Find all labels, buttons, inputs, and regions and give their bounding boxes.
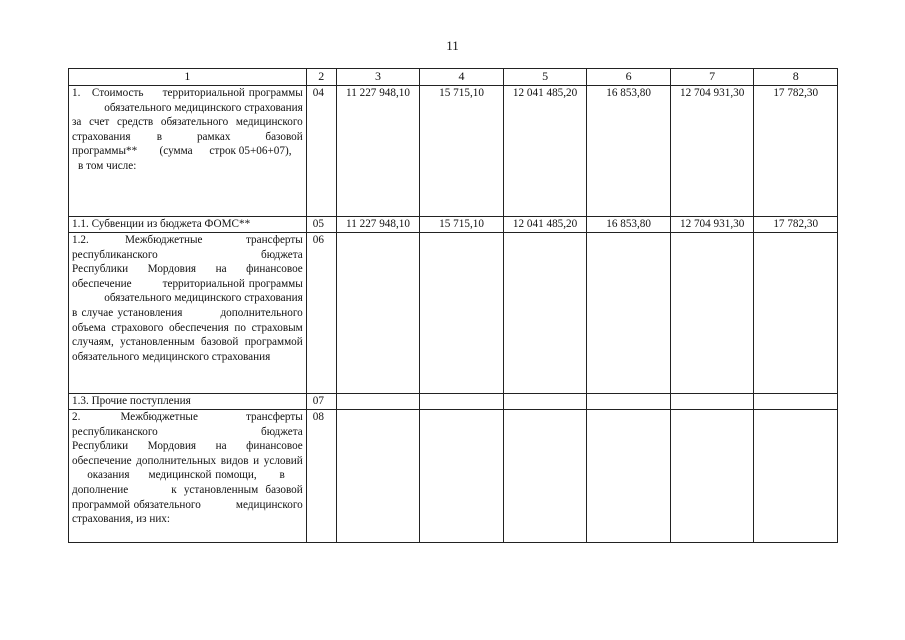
value-cell: [336, 233, 420, 394]
value-cell: 16 853,80: [587, 86, 671, 217]
value-cell: [670, 410, 754, 543]
value-cell: 12 041 485,20: [503, 217, 587, 233]
row-code: 06: [306, 233, 336, 394]
row-name: 1. Стоимость территориальной программы обязательного медицинского страхования за счет средств обязательного медицинского страхования в рамках базовой программы** (сумма строк 05+06+07),: [72, 87, 303, 158]
value-cell: [754, 394, 838, 410]
row-code: 05: [306, 217, 336, 233]
row-name: 2. Межбюджетные трансферты республиканского бюджета Республики Мордовия на финансовое обеспечение дополнительных видов и условий оказания медицинской помощи, в дополнение к установленным базовой программой обязательного медицинского страхования, из них:: [69, 410, 307, 543]
value-cell: 17 782,30: [754, 86, 838, 217]
value-cell: 11 227 948,10: [336, 86, 420, 217]
row-name-tail: в том числе:: [78, 159, 137, 172]
row-code: 04: [306, 86, 336, 217]
column-header: 5: [503, 69, 587, 86]
value-cell: 12 041 485,20: [503, 86, 587, 217]
value-cell: [336, 410, 420, 543]
value-cell: [754, 410, 838, 543]
column-header: 6: [587, 69, 671, 86]
table-row: [69, 86, 838, 217]
row-code: 08: [306, 410, 336, 543]
value-cell: [420, 410, 504, 543]
row-name-cell: [69, 86, 307, 217]
value-cell: [670, 394, 754, 410]
value-cell: [503, 394, 587, 410]
value-cell: [587, 410, 671, 543]
value-cell: [587, 394, 671, 410]
value-cell: 12 704 931,30: [670, 217, 754, 233]
value-cell: 12 704 931,30: [670, 86, 754, 217]
budget-table: [68, 68, 838, 543]
value-cell: 11 227 948,10: [336, 217, 420, 233]
value-cell: [670, 233, 754, 394]
column-header: 2: [306, 69, 336, 86]
value-cell: [420, 394, 504, 410]
table-header-row: [69, 69, 838, 86]
value-cell: [336, 394, 420, 410]
table-row: [69, 410, 838, 543]
value-cell: 15 715,10: [420, 217, 504, 233]
table-row: [69, 233, 838, 394]
value-cell: 15 715,10: [420, 86, 504, 217]
table-row: [69, 217, 838, 233]
row-code: 07: [306, 394, 336, 410]
table-row: [69, 394, 838, 410]
column-header: 8: [754, 69, 838, 86]
column-header: 3: [336, 69, 420, 86]
value-cell: [754, 233, 838, 394]
column-header: 7: [670, 69, 754, 86]
value-cell: [503, 410, 587, 543]
row-name: 1.3. Прочие поступления: [69, 394, 307, 410]
row-name: 1.2. Межбюджетные трансферты республиканского бюджета Республики Мордовия на финансовое обеспечение территориальной программы обязательного медицинского страхования в случае установления дополнительного объема страхового обеспечения по страховым случаям, установленным базовой программой обязательного медицинского страхования: [69, 233, 307, 394]
value-cell: 17 782,30: [754, 217, 838, 233]
column-header: 4: [420, 69, 504, 86]
value-cell: [503, 233, 587, 394]
row-name: 1.1. Субвенции из бюджета ФОМС**: [69, 217, 307, 233]
value-cell: [420, 233, 504, 394]
column-header: 1: [69, 69, 307, 86]
value-cell: [587, 233, 671, 394]
value-cell: 16 853,80: [587, 217, 671, 233]
page-number: 11: [446, 38, 459, 53]
